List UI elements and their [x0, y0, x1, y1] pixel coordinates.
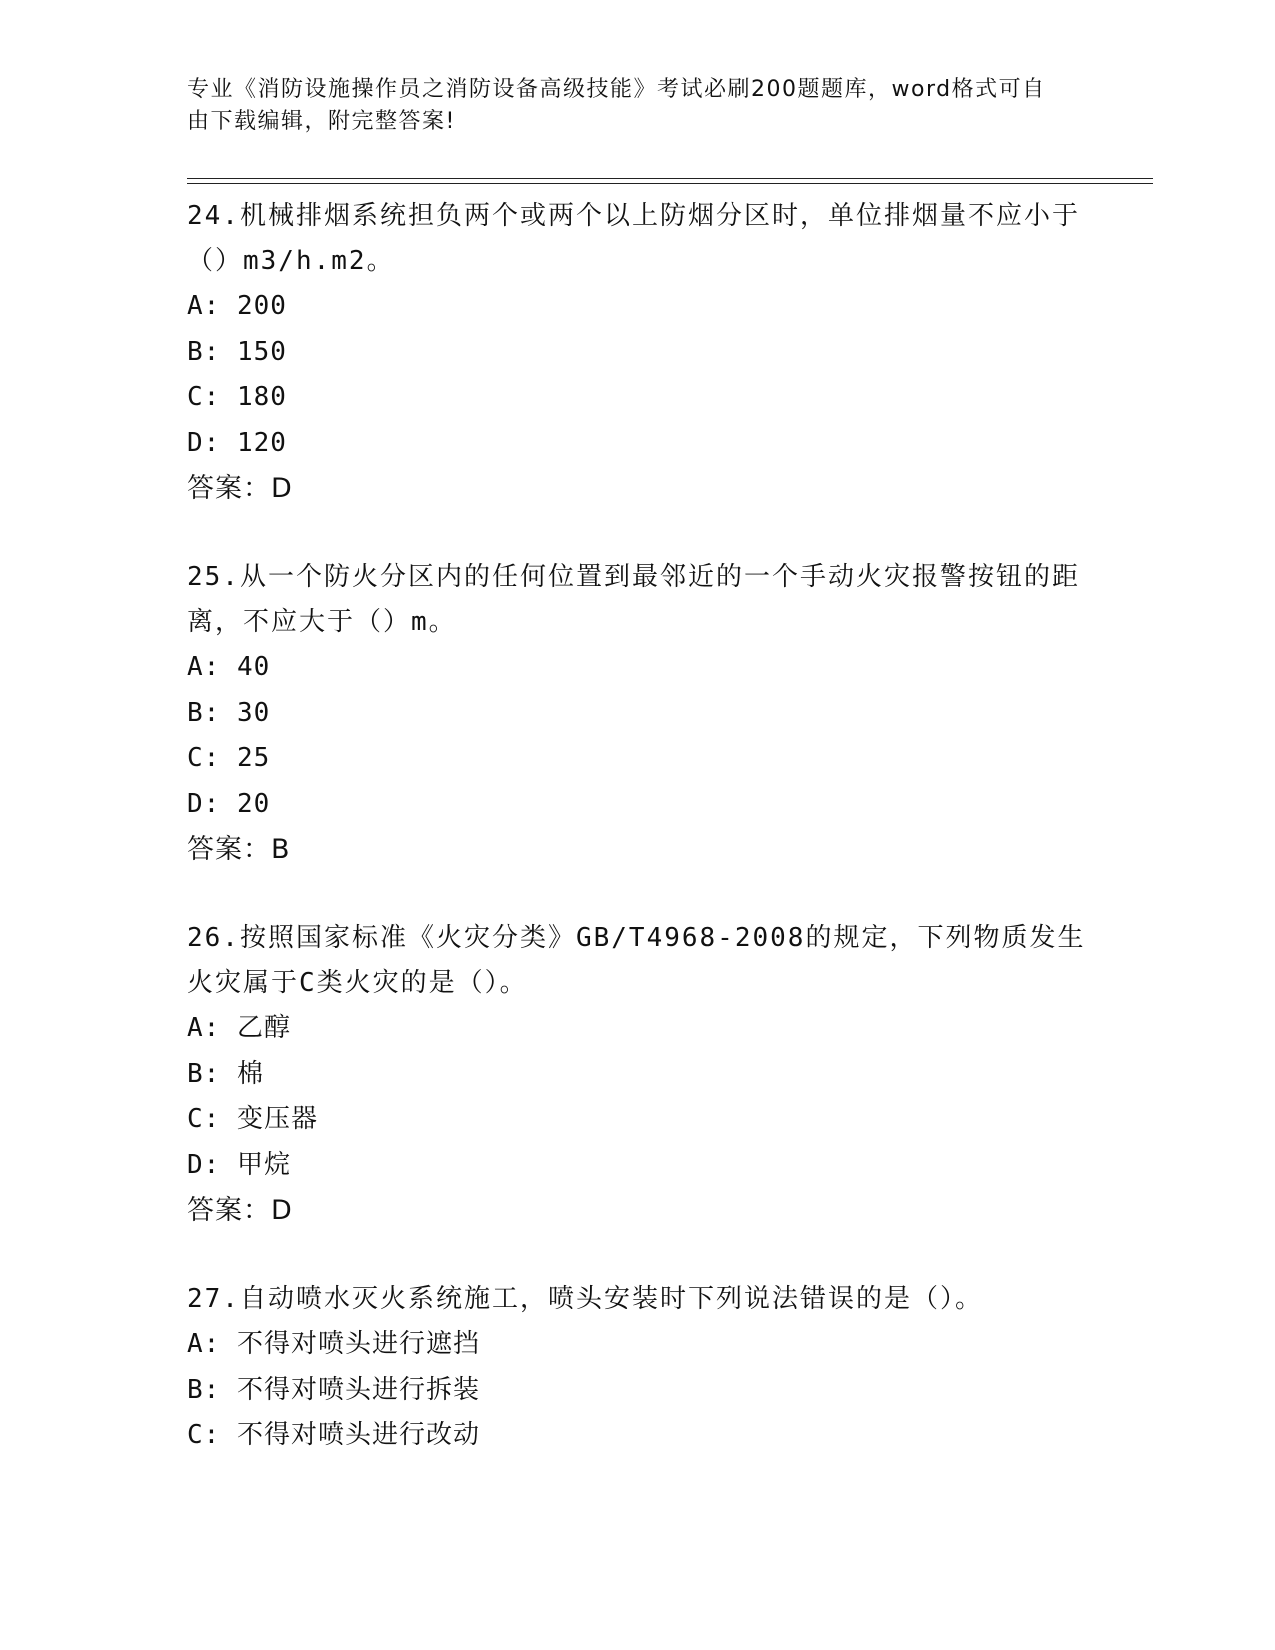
option-c: C: 变压器 — [187, 1104, 318, 1134]
question-text: 24.机械排烟系统担负两个或两个以上防烟分区时，单位排烟量不应小于（）m3/h.m2。 — [187, 201, 1080, 276]
question-text: 27.自动喷水灭火系统施工，喷头安装时下列说法错误的是（）。 — [187, 1284, 983, 1314]
answer: 答案：D — [187, 473, 293, 504]
option-a: A: 乙醇 — [187, 1013, 291, 1043]
question-text: 26.按照国家标准《火灾分类》GB/T4968-2008的规定，下列物质发生火灾属于C类火灾的是（）。 — [187, 923, 1086, 998]
option-b: B: 30 — [187, 697, 271, 728]
option-d: D: 20 — [187, 788, 271, 819]
document-header: 专业《消防设施操作员之消防设备高级技能》考试必刷200题题库，word格式可自由下载编辑，附完整答案! — [187, 77, 1046, 134]
question-27 — [187, 1277, 1087, 1459]
question-text: 25.从一个防火分区内的任何位置到最邻近的一个手动火灾报警按钮的距离，不应大于（）m。 — [187, 562, 1080, 637]
answer: 答案：D — [187, 1195, 293, 1226]
header-divider-bottom — [187, 183, 1153, 184]
option-b: B: 棉 — [187, 1058, 264, 1089]
option-a: A: 不得对喷头进行遮挡 — [187, 1329, 480, 1359]
header-divider-top — [187, 178, 1153, 179]
option-b: B: 150 — [187, 336, 287, 367]
question-25 — [187, 555, 1087, 872]
question-26 — [187, 916, 1087, 1233]
option-d: D: 甲烷 — [187, 1149, 291, 1180]
option-c: C: 25 — [187, 743, 271, 773]
question-24 — [187, 194, 1087, 511]
option-c: C: 不得对喷头进行改动 — [187, 1420, 480, 1450]
option-c: C: 180 — [187, 382, 287, 412]
option-b: B: 不得对喷头进行拆装 — [187, 1374, 480, 1405]
answer: 答案：B — [187, 834, 291, 865]
option-a: A: 40 — [187, 652, 271, 682]
option-d: D: 120 — [187, 427, 287, 458]
option-a: A: 200 — [187, 291, 287, 321]
question-list — [187, 194, 1087, 1503]
